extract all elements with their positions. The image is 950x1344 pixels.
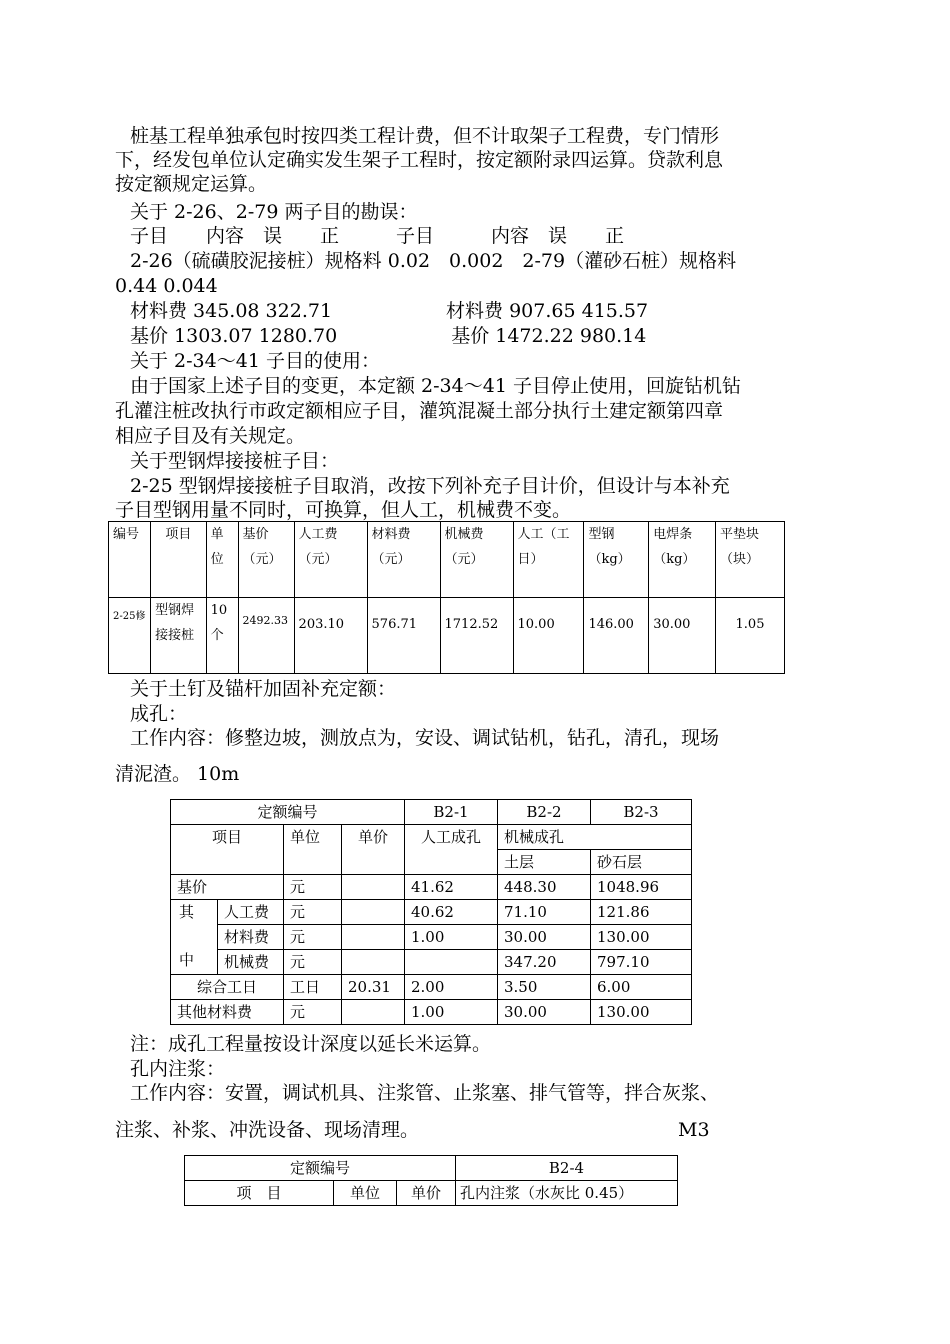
table-cell: [342, 925, 405, 950]
table-header: 土层: [498, 850, 591, 875]
table-header: B2-4: [456, 1156, 678, 1181]
table-header: 孔内注浆（水灰比 0.45）: [456, 1181, 678, 1206]
table-cell: 元: [284, 900, 342, 925]
table-cell: 基价: [171, 875, 284, 900]
para-line: 关于 2-26、2-79 两子目的勘误：: [130, 201, 418, 223]
table-cell: [342, 900, 405, 925]
table-cell: 人工费: [218, 900, 284, 925]
table-cell: [342, 1000, 405, 1025]
table-cell: 2-25修: [109, 598, 151, 674]
table-header: 项 目: [185, 1181, 334, 1206]
table-row: [109, 598, 785, 674]
table-cell: 元: [284, 875, 342, 900]
table-cell: 40.62: [405, 900, 498, 925]
table-cell: 576.71: [367, 598, 440, 674]
unit-label: M3: [678, 1119, 710, 1141]
para-line: 工作内容：修整边坡，测放点为，安设、调试钻机，钻孔，清孔，现场: [130, 727, 720, 749]
table-header: 单价: [397, 1181, 456, 1206]
table-cell: 型钢焊接接桩: [151, 598, 207, 674]
table-header-row: [171, 800, 692, 825]
para-line: 0.44 0.044: [115, 275, 218, 297]
table-header: 项目: [171, 825, 284, 875]
para-line: 关于土钉及锚杆加固补充定额：: [130, 678, 397, 700]
table-cell: [405, 950, 498, 975]
table-header: 定额编号: [171, 800, 405, 825]
table-header: 编号: [109, 522, 151, 598]
para-line: 关于 2-34～41 子目的使用：: [130, 350, 380, 372]
table-header: 平垫块（块）: [716, 522, 785, 598]
table-cell: 2492.33: [238, 598, 294, 674]
table-cell: 10.00: [513, 598, 584, 674]
table-cell: 工日: [284, 975, 342, 1000]
supplement-table-2-25: [108, 521, 785, 674]
table-header: 电焊条（kg）: [649, 522, 716, 598]
table-row: [171, 900, 692, 925]
table-header: 单位: [284, 825, 342, 875]
table-cell: 其: [179, 903, 195, 921]
table-header-row: [109, 522, 785, 598]
table-row: [171, 875, 692, 900]
table-header: 定额编号: [185, 1156, 456, 1181]
para-line: 注：成孔工程量按设计深度以延长米运算。: [130, 1033, 492, 1055]
table-cell: 2.00: [405, 975, 498, 1000]
table-header: B2-3: [591, 800, 692, 825]
table-cell: 30.00: [498, 925, 591, 950]
table-cell: 30.00: [498, 1000, 591, 1025]
table-header: 人工费（元）: [294, 522, 367, 598]
table-header: 单位: [206, 522, 238, 598]
para-line: 孔内注浆：: [130, 1058, 226, 1080]
table-header: 单位: [334, 1181, 397, 1206]
table-header: 机械费（元）: [440, 522, 513, 598]
table-cell: 41.62: [405, 875, 498, 900]
table-cell: 1.00: [405, 1000, 498, 1025]
para-line: 桩基工程单独承包时按四类工程计费，但不计取架子工程费，专门情形: [130, 125, 720, 147]
table-cell: 71.10: [498, 900, 591, 925]
para-line: 清泥渣。 10m: [115, 763, 240, 785]
para-line: 下，经发包单位认定确实发生架子工程时，按定额附录四运算。贷款利息: [115, 149, 724, 171]
para-line: 孔灌注桩改执行市政定额相应子目，灌筑混凝土部分执行土建定额第四章: [115, 400, 724, 422]
table-cell: [342, 950, 405, 975]
table-header: 人工成孔: [405, 825, 498, 875]
para-line: 2-25 型钢焊接接桩子目取消，改按下列补充子目计价，但设计与本补充: [130, 475, 730, 497]
para-line: 由于国家上述子目的变更，本定额 2-34～41 子目停止使用，回旋钻机钻: [130, 375, 741, 397]
table-header: B2-1: [405, 800, 498, 825]
table-cell: 130.00: [591, 925, 692, 950]
para-line: 相应子目及有关规定。: [115, 425, 306, 447]
table-header: 项目: [151, 522, 207, 598]
para-line: 成孔：: [130, 703, 188, 725]
table-header: 人工（工日）: [513, 522, 584, 598]
table-row: [171, 950, 692, 975]
table-cell: 1.00: [405, 925, 498, 950]
table-cell: 146.00: [584, 598, 649, 674]
para-line: 子目 内容 误 正 子目 内容 误 正: [130, 225, 625, 247]
table-cell: 综合工日: [171, 975, 284, 1000]
table-header-row: [171, 825, 692, 850]
table-header: 材料费（元）: [367, 522, 440, 598]
table-cell: 797.10: [591, 950, 692, 975]
table-cell: 材料费: [218, 925, 284, 950]
drilling-quota-table: [170, 799, 692, 1025]
table-header: 单价: [342, 825, 405, 875]
table-cell: 6.00: [591, 975, 692, 1000]
table-cell: 203.10: [294, 598, 367, 674]
para-line: 按定额规定运算。: [115, 173, 268, 195]
table-cell: 元: [284, 1000, 342, 1025]
table-row: [171, 975, 692, 1000]
para-line: 注浆、补浆、冲洗设备、现场清理。: [115, 1119, 420, 1141]
table-header: 基价（元）: [238, 522, 294, 598]
table-header: 机械成孔: [498, 825, 692, 850]
table-cell: 元: [284, 950, 342, 975]
table-cell: [171, 900, 218, 975]
table-row: [171, 925, 692, 950]
table-header: 型钢（kg）: [584, 522, 649, 598]
table-cell: 130.00: [591, 1000, 692, 1025]
table-cell: 10个: [206, 598, 238, 674]
table-cell: 347.20: [498, 950, 591, 975]
table-header-row: [185, 1156, 678, 1181]
table-header: 砂石层: [591, 850, 692, 875]
para-line: 基价 1303.07 1280.70 基价 1472.22 980.14: [130, 325, 647, 347]
table-cell: 机械费: [218, 950, 284, 975]
table-row: [171, 1000, 692, 1025]
table-cell: 448.30: [498, 875, 591, 900]
table-header-row: [185, 1181, 678, 1206]
para-line: 子目型钢用量不同时，可换算，但人工，机械费不变。: [115, 499, 572, 521]
para-line: 工作内容：安置，调试机具、注浆管、止浆塞、排气管等，拌合灰浆、: [130, 1082, 720, 1104]
para-line: 关于型钢焊接接桩子目：: [130, 450, 340, 472]
table-cell: 其他材料费: [171, 1000, 284, 1025]
table-cell: 3.50: [498, 975, 591, 1000]
table-cell: 元: [284, 925, 342, 950]
table-cell: 20.31: [342, 975, 405, 1000]
table-cell: 1712.52: [440, 598, 513, 674]
table-cell: 30.00: [649, 598, 716, 674]
para-line: 材料费 345.08 322.71 材料费 907.65 415.57: [130, 300, 649, 322]
table-cell: [342, 875, 405, 900]
table-cell: 121.86: [591, 900, 692, 925]
table-header: B2-2: [498, 800, 591, 825]
table-cell: 1.05: [716, 598, 785, 674]
grouting-quota-table: [184, 1155, 678, 1206]
table-cell: 中: [179, 951, 195, 969]
table-cell: 1048.96: [591, 875, 692, 900]
para-line: 2-26（硫磺胶泥接桩）规格料 0.02 0.002 2-79（灌砂石桩）规格料: [130, 250, 737, 272]
